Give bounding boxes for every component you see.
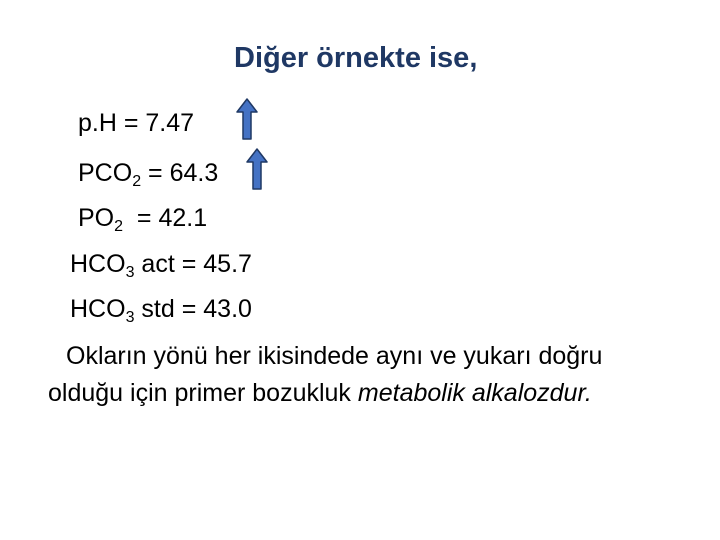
up-arrow-icon xyxy=(236,98,258,140)
po2-subscript: 2 xyxy=(114,218,124,235)
conclusion-text: Okların yönü her ikisindede aynı ve yukarı doğru olduğu için primer bozukluk xyxy=(48,342,603,407)
hco3-act-label: HCO xyxy=(70,250,126,278)
pco2-label: PCO xyxy=(78,159,133,187)
pco2-value: = 64.3 xyxy=(141,159,219,187)
po2-value: = 42.1 xyxy=(123,204,208,232)
ph-label: p.H = xyxy=(78,109,146,137)
hco3-act-subscript: 3 xyxy=(125,264,135,281)
hco3-act-value: act = 45.7 xyxy=(134,250,252,278)
ph-value: 7.47 xyxy=(145,109,195,137)
pco2-line xyxy=(78,158,218,188)
conclusion-diagnosis: metabolik alkalozdur. xyxy=(357,379,592,407)
up-arrow-icon xyxy=(246,148,268,190)
hco3-std-value: std = 43.0 xyxy=(134,295,252,323)
slide-title: Diğer örnekte ise, xyxy=(234,42,478,74)
po2-label: PO xyxy=(78,204,115,232)
hco3-std-label: HCO xyxy=(70,295,126,323)
pco2-subscript: 2 xyxy=(132,173,142,190)
conclusion-paragraph xyxy=(48,338,668,412)
hco3-std-line xyxy=(70,294,252,324)
ph-line xyxy=(78,108,194,138)
hco3-act-line xyxy=(70,249,252,279)
hco3-std-subscript: 3 xyxy=(125,309,135,326)
po2-line xyxy=(78,203,207,233)
